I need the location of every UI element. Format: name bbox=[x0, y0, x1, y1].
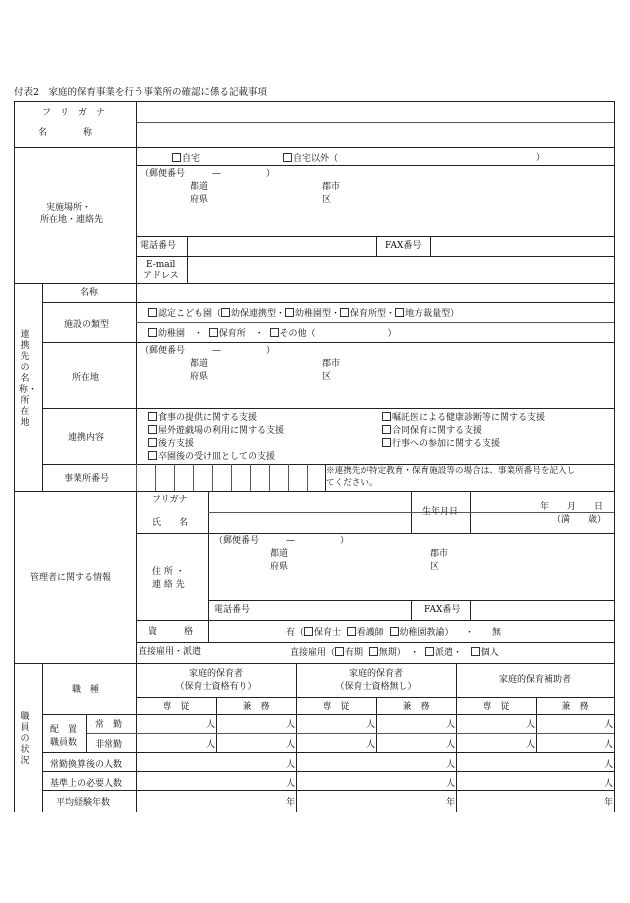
type-youchien-gata-label: 幼稚園型・ bbox=[295, 309, 341, 319]
birthdate-label: 生年月日 bbox=[422, 507, 459, 517]
col-header-2b: （保育士資格無し） bbox=[335, 682, 417, 692]
office-note-1: ※連携先が特定教育・保育施設等の場合は、事業所番号を記入し bbox=[326, 466, 576, 476]
manager-tel-label: 電話番号 bbox=[214, 605, 251, 615]
birthdate-field[interactable] bbox=[470, 492, 614, 532]
sub-header-part: 兼 務 bbox=[561, 702, 589, 712]
checkbox-icon bbox=[148, 412, 157, 421]
office-note-2: てください。 bbox=[326, 478, 378, 488]
rule-line bbox=[14, 101, 15, 812]
rule-line bbox=[42, 790, 614, 791]
checkbox-icon[interactable] bbox=[148, 308, 157, 317]
rule-line bbox=[14, 663, 614, 664]
office-number-cell-divider bbox=[307, 464, 308, 491]
office-number-cell-divider bbox=[155, 464, 156, 491]
type-row-1 bbox=[148, 308, 459, 320]
support-backup-label: 後方支援 bbox=[158, 439, 195, 449]
emp-indefinite-label: 無期） ・ bbox=[378, 648, 420, 658]
person-unit: 人 bbox=[526, 740, 536, 750]
rule-line bbox=[136, 322, 614, 323]
partner-gunshi: 郡市 bbox=[322, 359, 341, 369]
col-header-1b: （保育士資格有り） bbox=[175, 682, 257, 692]
checkbox-icon[interactable] bbox=[390, 627, 399, 636]
fte-label: 常勤換算後の人数 bbox=[50, 760, 123, 770]
manager-todo: 都道 bbox=[270, 549, 289, 559]
qual-yes-label: 有（ bbox=[286, 628, 305, 638]
ku-label: 区 bbox=[322, 195, 332, 205]
col-header-1a: 家庭的保育者 bbox=[188, 669, 243, 679]
qual-no-label: ・ 無 bbox=[464, 628, 501, 638]
tel-field[interactable] bbox=[187, 236, 375, 256]
person-unit: 人 bbox=[286, 740, 296, 750]
regular-label: 常 勤 bbox=[95, 720, 123, 730]
office-number-cell-divider bbox=[174, 464, 175, 491]
year-unit: 年 bbox=[286, 798, 296, 808]
qualification-options bbox=[286, 627, 501, 639]
rule-line bbox=[42, 342, 614, 343]
fax-label: FAX番号 bbox=[385, 241, 422, 251]
rule-line bbox=[136, 697, 614, 698]
office-number-cell-divider bbox=[231, 464, 232, 491]
partner-name-field[interactable] bbox=[136, 284, 614, 302]
manager-fax-field[interactable] bbox=[470, 600, 614, 620]
rule-line bbox=[42, 771, 614, 772]
emp-fixed-label: 有期 bbox=[345, 648, 364, 658]
manager-ku: 区 bbox=[430, 562, 440, 572]
support-graduation[interactable] bbox=[148, 451, 275, 463]
postal-code: （郵便番号 — ） bbox=[140, 169, 276, 179]
rule-line bbox=[136, 642, 137, 663]
manager-fax-label: FAX番号 bbox=[424, 605, 461, 615]
rule-line bbox=[614, 101, 615, 812]
staff-vertical-label: 職員の状況 bbox=[20, 712, 30, 766]
fuken-label: 府県 bbox=[190, 195, 209, 205]
rule-line bbox=[42, 302, 614, 303]
tel-label: 電話番号 bbox=[140, 241, 177, 251]
rule-line bbox=[136, 283, 137, 491]
manager-address-label-1: 住 所 ・ bbox=[152, 567, 185, 577]
manager-name-label: 氏 名 bbox=[152, 518, 189, 528]
rule-line bbox=[42, 283, 43, 491]
person-unit: 人 bbox=[206, 740, 216, 750]
checkbox-icon[interactable] bbox=[425, 647, 434, 656]
checkbox-icon bbox=[148, 438, 157, 447]
type-hoikusho-gata-label: 保育所型・ bbox=[350, 309, 396, 319]
rule-line bbox=[136, 620, 614, 621]
type-renkei-label: 幼保連携型・ bbox=[231, 309, 286, 319]
person-unit: 人 bbox=[366, 720, 376, 730]
facility-type-label: 施設の類型 bbox=[64, 320, 110, 330]
name-label: 名 称 bbox=[38, 128, 93, 138]
support-playground[interactable] bbox=[148, 425, 284, 437]
manager-tel-field[interactable] bbox=[259, 600, 411, 620]
other-close: ） bbox=[536, 153, 546, 163]
age-format: （満 歳） bbox=[552, 515, 607, 525]
support-playground-label: 屋外遊戯場の利用に関する支援 bbox=[158, 426, 285, 436]
checkbox-icon[interactable] bbox=[285, 308, 294, 317]
support-doctor-label: 嘱託医による健康診断等に関する支援 bbox=[392, 413, 546, 423]
form-title: 付表2 家庭的保育事業を行う事業所の確認に係る記載事項 bbox=[14, 87, 268, 98]
person-unit: 人 bbox=[604, 760, 614, 770]
sub-header-full: 専 従 bbox=[322, 702, 350, 712]
rule-line bbox=[86, 714, 87, 752]
type-chihou-label: 地方裁量型） bbox=[405, 309, 460, 319]
support-event[interactable] bbox=[382, 438, 500, 450]
qualification-label: 資 格 bbox=[148, 627, 194, 637]
sub-header-part: 兼 務 bbox=[242, 702, 270, 712]
type-row-2 bbox=[148, 328, 397, 340]
person-unit: 人 bbox=[526, 720, 536, 730]
email-label: E-mail bbox=[146, 260, 176, 270]
qual-kangoshi-label: 看護師 bbox=[356, 628, 384, 638]
checkbox-icon bbox=[382, 412, 391, 421]
support-doctor[interactable] bbox=[382, 412, 545, 424]
manager-furigana-label: フリガナ bbox=[152, 495, 188, 505]
other-option[interactable] bbox=[283, 153, 338, 165]
checkbox-icon bbox=[148, 451, 157, 460]
checkbox-icon[interactable] bbox=[335, 647, 344, 656]
rule-line bbox=[136, 533, 614, 534]
rule-line bbox=[42, 752, 614, 753]
person-unit: 人 bbox=[604, 779, 614, 789]
address-label: アドレス bbox=[143, 271, 179, 281]
manager-fuken: 府県 bbox=[270, 562, 289, 572]
content-label: 連携内容 bbox=[68, 433, 105, 443]
partner-ku: 区 bbox=[322, 372, 332, 382]
other-option-label: 自宅以外（ bbox=[293, 154, 339, 164]
employment-options bbox=[290, 647, 499, 659]
required-label: 基準上の必要人数 bbox=[50, 779, 123, 789]
partner-fuken: 府県 bbox=[190, 372, 209, 382]
support-meal-label: 食事の提供に関する支援 bbox=[158, 413, 258, 423]
person-unit: 人 bbox=[286, 720, 296, 730]
checkbox-icon bbox=[148, 425, 157, 434]
support-joint-label: 合同保育に関する支援 bbox=[392, 426, 483, 436]
person-unit: 人 bbox=[446, 740, 456, 750]
office-number-cell-divider bbox=[250, 464, 251, 491]
staff-count-label-2: 職員数 bbox=[50, 738, 78, 748]
furigana-label: フ リ ガ ナ bbox=[42, 108, 106, 118]
checkbox-icon[interactable] bbox=[304, 627, 313, 636]
partner-postal: （郵便番号 — ） bbox=[140, 346, 276, 356]
rule-line bbox=[136, 642, 614, 643]
type-other-label: その他（ ） bbox=[279, 329, 397, 339]
support-joint[interactable] bbox=[382, 425, 482, 437]
sub-header-full: 専 従 bbox=[162, 702, 190, 712]
employment-label: 直接雇用・派遣 bbox=[138, 647, 202, 657]
checkbox-icon bbox=[172, 153, 181, 162]
gunshi-label: 郡市 bbox=[322, 182, 341, 192]
partner-name-label: 名称 bbox=[80, 288, 99, 298]
person-unit: 人 bbox=[206, 720, 216, 730]
type-nintei-label: 認定こども園（ bbox=[158, 309, 222, 319]
checkbox-icon[interactable] bbox=[347, 627, 356, 636]
rule-line bbox=[86, 733, 614, 734]
checkbox-icon bbox=[382, 425, 391, 434]
person-unit: 人 bbox=[604, 740, 614, 750]
sub-header-part: 兼 務 bbox=[402, 702, 430, 712]
person-unit: 人 bbox=[446, 720, 456, 730]
sub-header-full: 専 従 bbox=[482, 702, 510, 712]
support-graduation-label: 卒園後の受け皿としての支援 bbox=[158, 452, 276, 462]
person-unit: 人 bbox=[286, 760, 296, 770]
facility-furigana-field[interactable] bbox=[136, 102, 614, 122]
checkbox-icon[interactable] bbox=[270, 328, 279, 337]
location-label-2: 所在地・連絡先 bbox=[40, 215, 104, 225]
checkbox-icon[interactable] bbox=[221, 308, 230, 317]
year-unit: 年 bbox=[604, 798, 614, 808]
checkbox-icon[interactable] bbox=[148, 328, 157, 337]
checkbox-icon bbox=[283, 153, 292, 162]
person-unit: 人 bbox=[446, 779, 456, 789]
office-number-label: 事業所番号 bbox=[64, 474, 110, 484]
checkbox-icon[interactable] bbox=[369, 647, 378, 656]
manager-postal: （郵便番号 — ） bbox=[214, 536, 350, 546]
type-youchien-label: 幼稚園 ・ bbox=[158, 329, 204, 339]
manager-address-label-2: 連 絡 先 bbox=[152, 580, 185, 590]
manager-gunshi: 郡市 bbox=[430, 549, 449, 559]
rule-line bbox=[376, 236, 377, 256]
rule-line bbox=[42, 464, 614, 465]
avg-years-label: 平均経験年数 bbox=[56, 798, 111, 808]
facility-name-field[interactable] bbox=[136, 123, 614, 147]
emp-dispatch-label: 派遣・ bbox=[435, 648, 463, 658]
location-label-1: 実施場所・ bbox=[46, 203, 92, 213]
year-unit: 年 bbox=[446, 798, 456, 808]
checkbox-icon[interactable] bbox=[471, 647, 480, 656]
office-number-cell-divider bbox=[269, 464, 270, 491]
person-unit: 人 bbox=[446, 760, 456, 770]
support-meal[interactable] bbox=[148, 412, 257, 424]
office-number-cell-divider bbox=[288, 464, 289, 491]
rule-line bbox=[42, 714, 614, 715]
rule-line bbox=[14, 147, 614, 148]
checkbox-icon bbox=[382, 438, 391, 447]
qual-hoikushi-label: 保育士 bbox=[314, 628, 342, 638]
col-header-2a: 家庭的保育者 bbox=[348, 669, 403, 679]
home-option-label: 自宅 bbox=[182, 154, 201, 164]
person-unit: 人 bbox=[604, 720, 614, 730]
partner-vertical-label: 連携先の名称・所在地 bbox=[19, 330, 38, 428]
support-event-label: 行事への参加に関する支援 bbox=[392, 439, 501, 449]
email-field[interactable] bbox=[187, 257, 614, 283]
partner-todo: 都道 bbox=[190, 359, 209, 369]
checkbox-icon[interactable] bbox=[209, 328, 218, 337]
home-option[interactable] bbox=[172, 153, 200, 165]
person-unit: 人 bbox=[286, 779, 296, 789]
rule-line bbox=[42, 408, 614, 409]
job-type-label: 職 種 bbox=[72, 685, 100, 695]
checkbox-icon[interactable] bbox=[340, 308, 349, 317]
support-backup[interactable] bbox=[148, 438, 194, 450]
fax-field[interactable] bbox=[430, 236, 614, 256]
staff-count-label-1: 配 置 bbox=[50, 725, 78, 735]
rule-line bbox=[136, 165, 614, 166]
emp-direct-label: 直接雇用（ bbox=[290, 648, 336, 658]
manager-name-field[interactable] bbox=[209, 492, 409, 532]
rule-line bbox=[411, 600, 412, 620]
manager-label: 管理者に関する情報 bbox=[30, 573, 112, 583]
checkbox-icon[interactable] bbox=[395, 308, 404, 317]
birthdate-format: 年 月 日 bbox=[540, 502, 604, 512]
rule-line bbox=[136, 491, 137, 663]
nonregular-label: 非常勤 bbox=[95, 740, 123, 750]
person-unit: 人 bbox=[366, 740, 376, 750]
todo-label: 都道 bbox=[190, 182, 209, 192]
qual-youchien-label: 幼稚園教諭） bbox=[399, 628, 454, 638]
partner-location-label: 所在地 bbox=[72, 373, 100, 383]
office-number-cell-divider bbox=[212, 464, 213, 491]
type-hoikusho-label: 保育所 ・ bbox=[218, 329, 264, 339]
office-number-cell-divider bbox=[193, 464, 194, 491]
office-number-cell-divider bbox=[136, 464, 137, 491]
emp-individual-label: 個人 bbox=[480, 648, 499, 658]
col-header-3: 家庭的保育補助者 bbox=[498, 675, 571, 685]
